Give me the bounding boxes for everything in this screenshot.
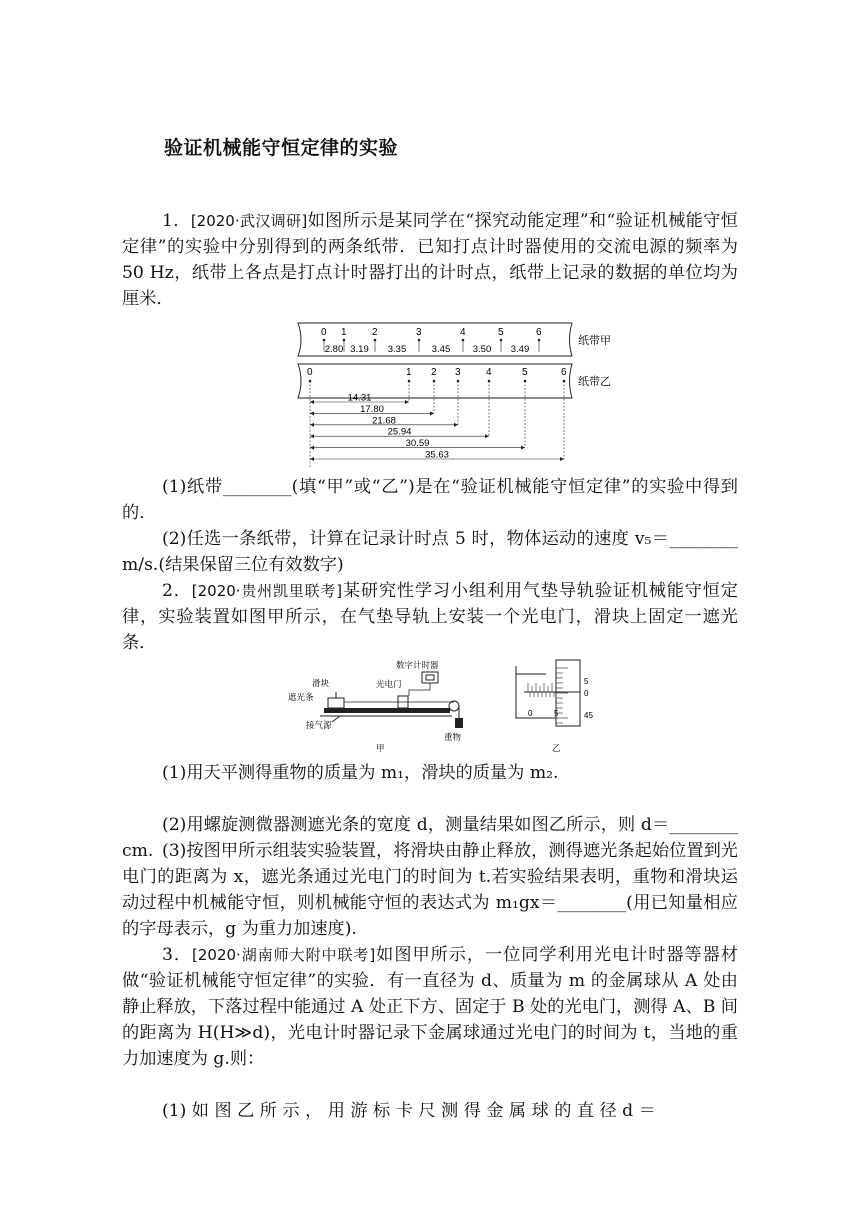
tape-a-point-label: 2 (372, 327, 378, 338)
question-2 (122, 578, 738, 656)
air-track-figure (284, 656, 614, 756)
tape-b-dist-label: 30.59 (405, 438, 430, 450)
tape-b-points (307, 367, 567, 382)
q3-sub1-text: (1) 如 图 乙 所 示 ， 用 游 标 卡 尺 测 得 金 属 球 的 直 径 d ＝ (162, 1101, 656, 1121)
label-jia: 甲 (376, 743, 385, 753)
tape-b-dist-label: 35.63 (425, 449, 449, 461)
tape-a-point-label: 5 (498, 327, 504, 338)
label-yi: 乙 (552, 743, 561, 753)
tape-b-point-label: 5 (522, 367, 528, 378)
q2-number: 2． (162, 581, 192, 601)
micro-tick-0: 0 (584, 689, 589, 698)
q2-sub3 (122, 838, 738, 942)
question-3 (122, 942, 738, 1072)
tape-b-point-label: 0 (307, 367, 313, 378)
micro-tick-45: 45 (584, 711, 593, 720)
micro-main-0: 0 (528, 709, 533, 718)
tape-a-gap-label: 3.50 (472, 344, 492, 355)
tape-a-gap-label: 3.49 (510, 344, 530, 355)
tape-b-point-label: 3 (455, 367, 461, 378)
q1-sub2 (122, 526, 738, 578)
tape-b-point-label: 4 (486, 367, 492, 378)
q3-source: [2020·湖南师大附中联考] (192, 946, 376, 964)
tape-a-point-label: 1 (341, 327, 347, 338)
q2-sub1 (122, 760, 738, 786)
q1-sub1 (122, 474, 738, 526)
tape-b-dimensions (310, 381, 564, 468)
tape-a-gap-label: 2.80 (324, 344, 344, 355)
question-1 (122, 208, 738, 312)
micro-tick-5: 5 (584, 677, 589, 686)
micro-main-5: 5 (554, 709, 559, 718)
tape-b-point-label: 2 (431, 367, 437, 378)
label-gate: 光电门 (376, 679, 402, 689)
q2-sub1-text: (1)用天平测得重物的质量为 m₁，滑块的质量为 m₂. (162, 763, 559, 783)
q2-source: [2020·贵州凯里联考] (191, 582, 343, 600)
q2-text: 某研究性学习小组利用气垫导轨验证机械能守恒定律，实验装置如图甲所示，在气垫导轨上安装一个光电门，滑块上固定一遮光条． (122, 581, 738, 653)
tape-a-point-label: 6 (536, 327, 542, 338)
q3-number: 3． (162, 945, 193, 965)
page-title: 验证机械能守恒定律的实验 (164, 137, 399, 159)
tape-a-gap-label: 3.35 (387, 344, 407, 355)
q2-sub2-text: (2)用螺旋测微器测遮光条的宽度 d，测量结果如图乙所示，则 d＝________ cm. (122, 815, 738, 861)
label-timer: 数字计时器 (396, 660, 439, 670)
tape-b-point-label: 1 (406, 367, 412, 378)
tape-figure (296, 320, 616, 472)
tape-a-points (321, 327, 542, 355)
label-air: 接气源 (306, 720, 332, 730)
tape-a-gap-label: 3.45 (431, 344, 451, 355)
q2-sub3-text: (3)按图甲所示组装实验装置，将滑块由静止释放，测得遮光条起始位置到光电门的距离为 x，遮光条通过光电门的时间为 t.若实验结果表明，重物和滑块运动过程中机械能守恒，则机械能守恒的表达式为 m₁gx＝________(用已知量相应的字母表示，g 为重力加速度). (122, 841, 738, 939)
q1-source: [2020·武汉调研] (190, 212, 308, 230)
label-strip: 遮光条 (288, 692, 314, 702)
q1-sub2-text: (2)任选一条纸带，计算在记录计时点 5 时，物体运动的速度 v₅＝________ m/s.(结果保留三位有效数字) (122, 529, 738, 575)
tape-b-dist-label: 21.68 (372, 415, 396, 427)
tape-a-point-label: 4 (460, 327, 466, 338)
q3-sub1 (122, 1098, 738, 1124)
tape-b-dist-label: 17.80 (360, 403, 384, 415)
q1-sub1-text: (1)纸带________(填“甲”或“乙”)是在“验证机械能守恒定律”的实验中得到的． (122, 477, 738, 523)
tape-b-point-label: 6 (561, 367, 567, 378)
tape-b-dist-label: 14.31 (347, 392, 372, 404)
tape-a-gap-label: 3.19 (350, 344, 369, 355)
q1-text: 如图所示是某同学在“探究动能定理”和“验证机械能守恒定律”的实验中分别得到的两条纸带．已知打点计时器使用的交流电源的频率为 50 Hz，纸带上各点是打点计时器打出的计时点，纸带上记录的数据的单位均为厘米． (122, 211, 738, 309)
label-weight: 重物 (444, 732, 462, 742)
q3-text: 如图甲所示，一位同学利用光电计时器等器材做“验证机械能守恒定律”的实验．有一直径为 d、质量为 m 的金属球从 A 处由静止释放，下落过程中能通过 A 处正下方、固定于 B 处的光电门，测得 A、B 间的距离为 H(H≫d)，光电计时器记录下金属球通过光电门的时间为 t，当地的重力加速度为 g.则： (122, 945, 738, 1069)
tape-a-point-label: 0 (321, 327, 327, 338)
tape-a-label: 纸带甲 (578, 335, 611, 347)
label-slider: 滑块 (312, 678, 330, 688)
tape-b-dist-label: 25.94 (387, 426, 412, 438)
q1-number: 1． (162, 211, 191, 231)
tape-b-label: 纸带乙 (578, 376, 611, 388)
tape-a-point-label: 3 (416, 327, 422, 338)
